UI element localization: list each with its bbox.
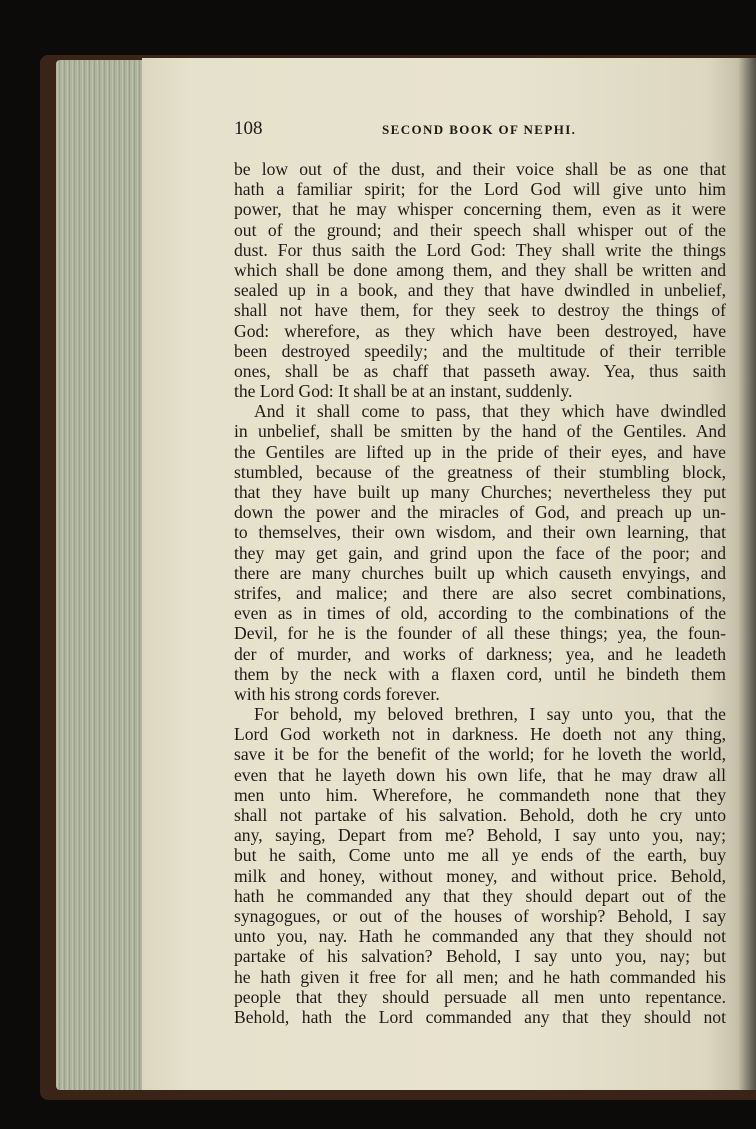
text-line: partake of his salvation? Behold, I say unto you, nay; but <box>234 946 726 967</box>
text-line: even that he layeth down his own life, that he may draw all <box>234 764 726 785</box>
text-line: the Gentiles are lifted up in the pride of their eyes, and have <box>234 441 726 462</box>
text-line: be low out of the dust, and their voice shall be as one that <box>234 159 726 179</box>
text-line: shall not partake of his salvation. Behold, doth he cry unto <box>234 805 726 825</box>
text-line: hath he commanded any that they should depart out of the <box>234 885 726 906</box>
text-line: strifes, and malice; and there are also secret combinations, <box>234 582 726 603</box>
text-line: power, that he may whisper concerning them, even as it were <box>234 199 726 220</box>
text-line: he hath given it free for all men; and he hath commanded his <box>234 966 726 987</box>
text-line: people that they should persuade all men unto repentance. <box>234 986 726 1007</box>
text-line: in unbelief, shall be smitten by the hand of the Gentiles. And <box>234 421 726 442</box>
text-line: there are many churches built up which causeth envyings, and <box>234 562 726 583</box>
text-line: the Lord God: It shall be at an instant, suddenly. <box>234 381 573 402</box>
text-line: them by the neck with a flaxen cord, until he bindeth them <box>234 663 726 684</box>
text-line: which shall be done among them, and they shall be written and <box>234 259 726 280</box>
text-line: been destroyed speedily; and the multitude of their terrible <box>234 340 726 361</box>
text-line: sealed up in a book, and they that have dwindled in unbelief, <box>234 280 726 301</box>
page-gutter-shadow <box>738 58 756 1090</box>
running-head: SECOND BOOK OF NEPHI. <box>382 122 577 137</box>
text-line: synagogues, or out of the houses of worship? Behold, I say <box>234 905 726 926</box>
text-line: unto you, nay. Hath he commanded any that they should not <box>234 926 726 947</box>
text-line: milk and honey, without money, and without price. Behold, <box>234 865 726 886</box>
text-line: with his strong cords forever. <box>234 683 440 704</box>
text-line: Behold, hath the Lord commanded any that they should not <box>234 1006 726 1027</box>
page-header <box>234 118 726 142</box>
body-text <box>234 159 726 1027</box>
text-line: even as in times of old, according to the combinations of the <box>234 603 726 624</box>
page-number: 108 <box>234 118 263 139</box>
text-line: out of the ground; and their speech shall whisper out of the <box>234 219 726 240</box>
text-line: God: wherefore, as they which have been destroyed, have <box>234 320 726 341</box>
text-line: but he saith, Come unto me all ye ends of the earth, buy <box>234 845 726 866</box>
text-line: down the power and the miracles of God, and preach up un- <box>234 502 726 523</box>
text-line: stumbled, because of the greatness of their stumbling block, <box>234 461 726 482</box>
text-line: Lord God worketh not in darkness. He doeth not any thing, <box>234 724 726 745</box>
page-edges <box>56 60 146 1090</box>
text-line: that they have built up many Churches; nevertheless they put <box>234 482 726 502</box>
text-line: save it be for the benefit of the world; for he loveth the world, <box>234 744 726 765</box>
text-line: they may get gain, and grind upon the face of the poor; and <box>234 542 726 563</box>
text-line: hath a familiar spirit; for the Lord God will give unto him <box>234 179 726 200</box>
text-line: der of murder, and works of darkness; yea, and he leadeth <box>234 643 726 664</box>
text-line: And it shall come to pass, that they which have dwindled <box>254 401 726 422</box>
text-line: dust. For thus saith the Lord God: They shall write the things <box>234 239 726 260</box>
text-line: shall not have them, for they seek to destroy the things of <box>234 300 726 321</box>
text-line: to themselves, their own wisdom, and their own learning, that <box>234 522 726 543</box>
text-line: Devil, for he is the founder of all these things; yea, the foun- <box>234 623 726 644</box>
text-line: For behold, my beloved brethren, I say unto you, that the <box>254 704 726 725</box>
text-line: men unto him. Wherefore, he commandeth none that they <box>234 784 726 805</box>
text-line: ones, shall be as chaff that passeth away. Yea, thus saith <box>234 360 726 381</box>
text-line: any, saying, Depart from me? Behold, I say unto you, nay; <box>234 825 726 846</box>
